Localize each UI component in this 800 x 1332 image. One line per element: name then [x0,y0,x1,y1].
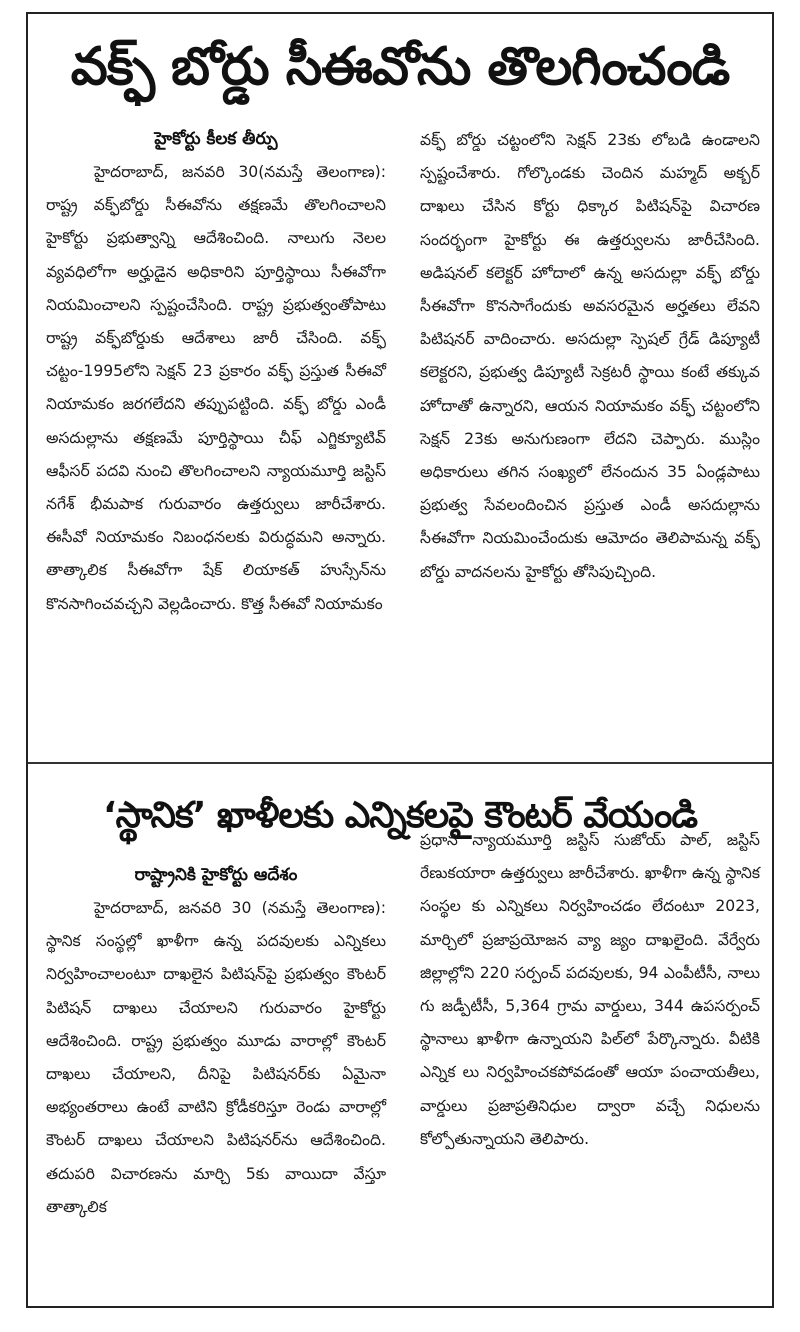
article-subhead: రాష్ట్రానికి హైకోర్టు ఆదేశం [134,865,298,885]
article-body-text: హైదరాబాద్, జనవరి 30 (నమస్తే తెలంగాణ): స్థానిక సంస్థల్లో ఖాళీగా ఉన్న పదవులకు ఎన్నికలు నిర్వహించాలంటూ దాఖలైన పిటిషన్‌పై ప్రభుత్వం కౌంటర్ పిటిషన్ దాఖలు చేయాలని గురువారం హైకోర్టు ఆదేశించింది. రాష్ట్ర ప్రభుత్వం మూడు వారాల్లో కౌంటర్ దాఖలు చేయాలని, దీనిపై పిటిషనర్‌కు ఏమైనా అభ్యంతరాలు ఉంటే వాటిని క్రోడీకరిస్తూ రెండు వారాల్లో కౌంటర్ దాఖలు చేయాలని పిటిషనర్‌ను ఆదేశించింది. తదుపరి విచారణను మార్చి 5కు వాయిదా వేస్తూ తాత్కాలిక [46,899,386,1216]
article-column-right [420,824,760,1156]
article-body-text: హైదరాబాద్, జనవరి 30(నమస్తే తెలంగాణ): రాష్ట్ర వక్ఫ్‌బోర్డు సీఈవోను తక్షణమే తొలగించాలని హైకోర్టు ప్రభుత్వాన్ని ఆదేశించింది. నాలుగు నెలల వ్యవధిలోగా అర్హుడైన అధికారిని పూర్తిస్థాయి సీఈవోగా నియమించాలని స్పష్టంచేసింది. రాష్ట్ర ప్రభుత్వంతోపాటు రాష్ట్ర వక్ఫ్‌బోర్డుకు ఆదేశాలు జారీ చేసింది. వక్ఫ్ చట్టం-1995లోని సెక్షన్ 23 ప్రకారం వక్ఫ్ ప్రస్తుత సీఈవో నియామకం జరగలేదని తప్పుపట్టింది. వక్ఫ్ బోర్డు ఎండీ అసదుల్లాను తక్షణమే పూర్తిస్థాయి చీఫ్ ఎగ్జిక్యూటివ్ ఆఫీసర్ పదవి నుంచి తొలగించాలని న్యాయమూర్తి జస్టిస్ నగేశ్ భీమపాక గురువారం ఉత్తర్వులు జారీచేశారు. ఈసీవో నియామకం నిబంధనలకు విరుద్ధమని అన్నారు. తాత్కాలిక సీఈవోగా షేక్ లియాకత్ హుస్సేన్‌ను కొనసాగించవచ్చని వెల్లడించారు. కొత్త సీఈవో నియామకం [46,163,386,613]
article-waqf-board-ceo [28,14,772,762]
newspaper-clipping [26,12,774,1308]
article-body-text: ప్రధాన న్యాయమూర్తి జస్టిస్ సుజోయ్ పాల్, జస్టిస్ రేణుకయారా ఉత్తర్వులు జారీచేశారు. ఖాళీగా ఉన్న స్థానిక సంస్థల కు ఎన్నికలు నిర్వహించడం లేదంటూ 2023, మార్చిలో ప్రజాప్రయోజన వ్యా జ్యం దాఖలైంది. వేర్వేరు జిల్లాల్లోని 220 సర్పంచ్ పదవులకు, 94 ఎంపీటీసీ, నాలు గు జడ్పీటీసీ, 5,364 గ్రామ వార్డులు, 344 ఉపసర్పంచ్ స్థానాలు ఖాళీగా ఉన్నాయని పిల్‌లో పేర్కొన్నారు. వీటికి ఎన్నిక లు నిర్వహించకపోవడంతో ఆయా పంచాయతీలు, వార్డులు ప్రజాప్రతినిధుల ద్వారా వచ్చే నిధులను కోల్పోతున్నాయని తెలిపారు. [420,831,760,1148]
article-subhead: హైకోర్టు కీలక తీర్పు [154,129,278,149]
article-headline: వక్ఫ్ బోర్డు సీఈవోను తొలగించండి [70,37,730,97]
article-column-left [46,858,386,1224]
article-headline: ‘స్థానిక’ ఖాళీలకు ఎన్నికలపై కౌంటర్ వేయండి [102,795,698,836]
article-local-body-elections [28,768,772,1308]
article-divider [28,762,772,764]
article-body-text: వక్ఫ్ బోర్డు చట్టంలోని సెక్షన్ 23కు లోబడి ఉండాలని స్పష్టంచేశారు. గోల్కొండకు చెందిన మహ్మద్ అక్బర్ దాఖలు చేసిన కోర్టు ధిక్కార పిటిషన్‌పై విచారణ సందర్భంగా హైకోర్టు ఈ ఉత్తర్వులను జారీచేసింది. అడిషనల్ కలెక్టర్ హోదాలో ఉన్న అసదుల్లా వక్ఫ్ బోర్డు సీఈవోగా కొనసాగేందుకు అవసరమైన అర్హతలు లేవని పిటిషనర్ వాదించారు. అసదుల్లా స్పెషల్ గ్రేడ్ డిప్యూటీ కలెక్టరని, ప్రభుత్వ డిప్యూటీ సెక్రటరీ స్థాయి కంటే తక్కువ హోదాతో ఉన్నారని, ఆయన నియామకం వక్ఫ్ చట్టంలోని సెక్షన్ 23కు అనుగుణంగా లేదని చెప్పారు. ముస్లిం అధికారులు తగిన సంఖ్యలో లేనందున 35 ఏండ్లపాటు ప్రభుత్వ సేవలందించిన ప్రస్తుత ఎండీ అసదుల్లాను సీఈవోగా నియమించేందుకు ఆమోదం తెలిపామన్న వక్ఫ్ బోర్డు వాదనలను హైకోర్టు తోసిపుచ్చింది. [420,131,760,581]
article-column-left [46,122,386,621]
article-column-right [420,124,760,589]
